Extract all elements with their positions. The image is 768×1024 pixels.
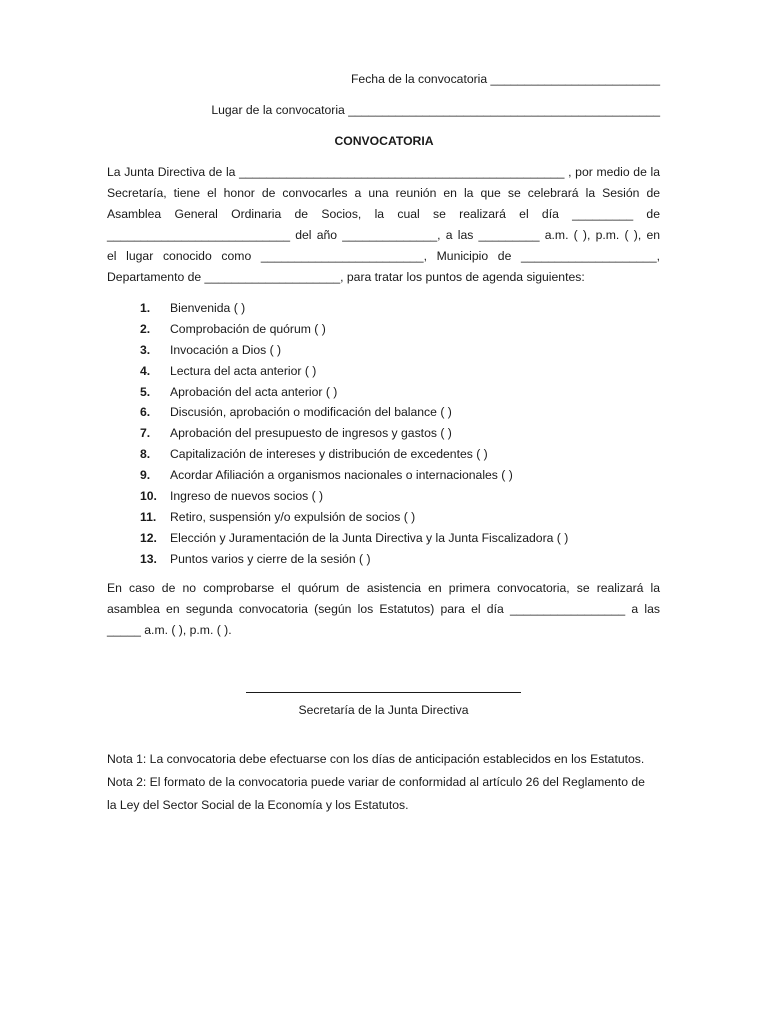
agenda-item	[140, 402, 568, 423]
agenda-item	[140, 528, 568, 549]
note-line: Nota 2: El formato de la convocatoria puede variar de conformidad al artículo 26 del Reglamento de	[107, 775, 645, 789]
agenda-item-text: Lectura del acta anterior ( )	[170, 363, 317, 378]
agenda-item-number: 10.	[140, 489, 157, 504]
lugar-convocatoria-line: Lugar de la convocatoria ______________________________________________	[211, 103, 660, 117]
agenda-item-text: Elección y Juramentación de la Junta Directiva y la Junta Fiscalizadora ( )	[170, 530, 569, 545]
document-title: CONVOCATORIA	[334, 134, 434, 148]
agenda-item-text: Ingreso de nuevos socios ( )	[170, 489, 324, 504]
agenda-item	[140, 444, 568, 465]
quorum-line: _____ a.m. ( ), p.m. ( ).	[107, 623, 232, 637]
notes-section	[107, 748, 667, 817]
agenda-item-text: Aprobación del presupuesto de ingresos y gastos ( )	[170, 426, 452, 441]
agenda-item-number: 12.	[140, 530, 157, 545]
agenda-item-text: Capitalización de intereses y distribución de excedentes ( )	[170, 447, 488, 462]
agenda-item	[140, 423, 568, 444]
agenda-item	[140, 465, 568, 486]
agenda-item-text: Invocación a Dios ( )	[170, 342, 282, 357]
agenda-item	[140, 382, 568, 403]
agenda-item-number: 5.	[140, 384, 151, 399]
intro-line: La Junta Directiva de la ________________________________________________ , por medio de la	[107, 165, 660, 179]
agenda-item-text: Acordar Afiliación a organismos nacionales o internacionales ( )	[170, 468, 513, 483]
agenda-item	[140, 319, 568, 340]
agenda-item-text: Puntos varios y cierre de la sesión ( )	[170, 551, 371, 566]
agenda-item-text: Aprobación del acta anterior ( )	[170, 384, 338, 399]
agenda-item-text: Bienvenida ( )	[170, 301, 246, 315]
agenda-item	[140, 549, 568, 570]
agenda-item-number: 7.	[140, 426, 151, 441]
intro-line: Secretaría, tiene el honor de convocarles a una reunión en la que se celebrará la Sesión de	[107, 186, 660, 200]
agenda-item	[140, 298, 568, 319]
agenda-item	[140, 361, 568, 382]
agenda-item-number: 11.	[140, 509, 157, 524]
signature-line	[246, 692, 521, 693]
agenda-item-number: 8.	[140, 447, 151, 462]
agenda-item-number: 3.	[140, 342, 151, 357]
fecha-convocatoria-line: Fecha de la convocatoria _________________________	[350, 72, 660, 86]
note-line: Nota 1: La convocatoria debe efectuarse con los días de anticipación establecidos en los Estatutos.	[107, 752, 645, 766]
agenda-item	[140, 507, 568, 528]
intro-line: Asamblea General Ordinaria de Socios, la cual se realizará el día _________ de	[107, 207, 660, 221]
agenda-item	[140, 486, 568, 507]
note-line: la Ley del Sector Social de la Economía y los Estatutos.	[107, 798, 409, 812]
quorum-line: asamblea en segunda convocatoria (según los Estatutos) para el día _________________ a las	[107, 602, 660, 616]
agenda-item-number: 1.	[140, 301, 151, 315]
intro-line: ___________________________ del año ______________, a las _________ a.m. ( ), p.m. ( ), en	[107, 228, 660, 242]
intro-paragraph	[107, 162, 660, 288]
agenda-item	[140, 340, 568, 361]
intro-line: Departamento de ____________________, para tratar los puntos de agenda siguientes:	[107, 270, 585, 284]
agenda-item-number: 2.	[140, 321, 151, 336]
agenda-item-number: 6.	[140, 405, 151, 420]
agenda-list	[140, 298, 568, 570]
signature-label: Secretaría de la Junta Directiva	[298, 703, 469, 717]
agenda-item-number: 9.	[140, 468, 151, 483]
agenda-item-text: Comprobación de quórum ( )	[170, 321, 326, 336]
quorum-line: En caso de no comprobarse el quórum de asistencia en primera convocatoria, se realizará la	[107, 581, 660, 595]
intro-line: el lugar conocido como ________________________, Municipio de ____________________,	[107, 249, 660, 263]
agenda-item-number: 4.	[140, 363, 151, 378]
quorum-paragraph	[107, 578, 660, 641]
agenda-item-text: Discusión, aprobación o modificación del balance ( )	[170, 405, 452, 420]
agenda-item-text: Retiro, suspensión y/o expulsión de socios ( )	[170, 509, 416, 524]
agenda-item-number: 13.	[140, 551, 157, 566]
